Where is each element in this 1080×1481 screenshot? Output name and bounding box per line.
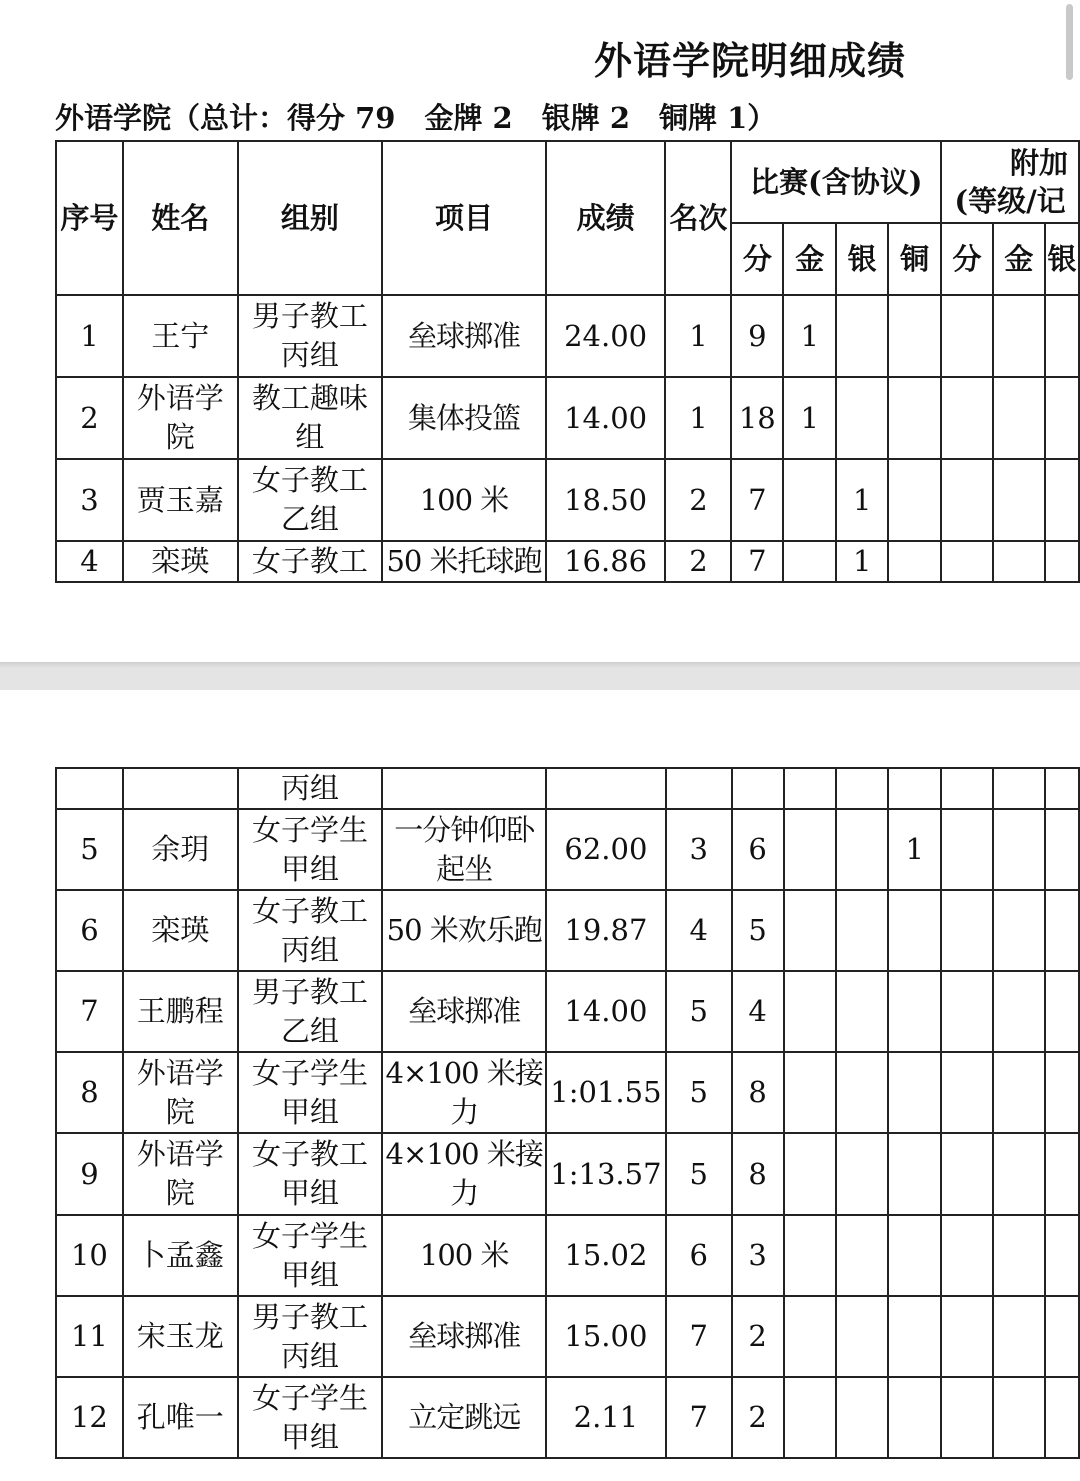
cell-rank: 4 — [666, 890, 732, 971]
cell-seq: 3 — [56, 459, 123, 541]
cell-gold: 1 — [783, 377, 836, 459]
cell-group: 女子学生甲组 — [238, 1377, 383, 1458]
results-table-page-2 — [55, 767, 1080, 1459]
table-row — [56, 971, 1079, 1052]
page-title: 外语学院明细成绩 — [594, 38, 907, 83]
cell-silver — [836, 295, 888, 377]
cell-name: 余玥 — [123, 809, 238, 890]
header-extra — [941, 141, 1079, 223]
cell-bronze — [888, 1052, 941, 1133]
cell-result: 2.11 — [546, 1377, 666, 1458]
cell-bronze — [888, 971, 941, 1052]
header-rank: 名次 — [665, 141, 731, 295]
cell-extra-silver — [1045, 971, 1079, 1052]
cell-extra-points — [941, 1052, 993, 1133]
cell-result: 14.00 — [546, 377, 666, 459]
header-sub-extra-gold: 金 — [993, 223, 1045, 295]
cell-group: 女子学生甲组 — [238, 1052, 383, 1133]
table-row — [56, 1296, 1079, 1377]
cell-points: 7 — [731, 459, 783, 541]
cell-group: 女子教工丙组 — [238, 890, 383, 971]
cell-rank — [666, 768, 732, 809]
header-sub-gold: 金 — [783, 223, 836, 295]
cell-name: 贾玉嘉 — [123, 459, 238, 541]
cell-bronze — [888, 541, 941, 582]
cell-event: 50 米欢乐跑 — [382, 890, 546, 971]
cell-event — [382, 768, 546, 809]
cell-result: 15.00 — [546, 1296, 666, 1377]
cell-silver — [836, 890, 888, 971]
cell-rank: 7 — [666, 1296, 732, 1377]
table-row — [56, 1377, 1079, 1458]
cell-seq: 4 — [56, 541, 123, 582]
cell-name: 卜孟鑫 — [123, 1215, 238, 1296]
cell-extra-gold — [993, 377, 1045, 459]
cell-extra-gold — [993, 768, 1045, 809]
header-event: 项目 — [382, 141, 546, 295]
cell-points: 18 — [731, 377, 783, 459]
cell-extra-points — [941, 459, 993, 541]
cell-extra-silver — [1045, 1377, 1079, 1458]
cell-rank: 5 — [666, 1052, 732, 1133]
table-row — [56, 1133, 1079, 1215]
cell-extra-points — [941, 890, 993, 971]
cell-seq — [56, 768, 123, 809]
cell-group: 男子教工乙组 — [238, 971, 383, 1052]
cell-silver — [836, 377, 888, 459]
scrollbar[interactable] — [1066, 4, 1073, 80]
cell-bronze — [888, 768, 941, 809]
cell-extra-points — [941, 295, 993, 377]
cell-seq: 12 — [56, 1377, 123, 1458]
cell-rank: 2 — [665, 459, 731, 541]
cell-seq: 8 — [56, 1052, 123, 1133]
cell-silver: 1 — [836, 541, 888, 582]
header-sub-extra-points: 分 — [941, 223, 993, 295]
cell-extra-gold — [993, 459, 1045, 541]
cell-extra-gold — [993, 541, 1045, 582]
table-row — [56, 768, 1079, 809]
cell-extra-gold — [993, 1052, 1045, 1133]
cell-group: 女子学生甲组 — [238, 1215, 383, 1296]
cell-extra-points — [941, 377, 993, 459]
cell-extra-silver — [1045, 809, 1079, 890]
cell-name: 外语学院 — [123, 1133, 238, 1215]
cell-extra-gold — [993, 1215, 1045, 1296]
cell-extra-silver — [1045, 1215, 1079, 1296]
cell-extra-points — [941, 1215, 993, 1296]
cell-event: 100 米 — [382, 459, 546, 541]
cell-name: 宋玉龙 — [123, 1296, 238, 1377]
cell-rank: 3 — [666, 809, 732, 890]
cell-extra-gold — [993, 295, 1045, 377]
cell-name: 王鹏程 — [123, 971, 238, 1052]
cell-gold — [784, 768, 837, 809]
cell-result — [546, 768, 666, 809]
cell-extra-silver — [1045, 295, 1079, 377]
cell-points: 2 — [732, 1377, 784, 1458]
cell-gold — [784, 1133, 837, 1215]
cell-points: 8 — [732, 1133, 784, 1215]
cell-extra-points — [941, 971, 993, 1052]
cell-event: 立定跳远 — [382, 1377, 546, 1458]
cell-seq: 10 — [56, 1215, 123, 1296]
cell-gold — [784, 1215, 837, 1296]
cell-gold: 1 — [783, 295, 836, 377]
cell-event: 一分钟仰卧起坐 — [382, 809, 546, 890]
cell-bronze — [888, 890, 941, 971]
cell-group: 女子教工乙组 — [238, 459, 383, 541]
cell-group: 男子教工丙组 — [238, 1296, 383, 1377]
cell-gold — [784, 1052, 837, 1133]
cell-bronze — [888, 1377, 941, 1458]
cell-event: 垒球掷准 — [382, 295, 546, 377]
header-extra-line2: (等级/记 — [954, 184, 1066, 218]
cell-points: 7 — [731, 541, 783, 582]
cell-silver — [836, 1215, 888, 1296]
cell-rank: 7 — [666, 1377, 732, 1458]
cell-bronze: 1 — [888, 809, 941, 890]
cell-result: 16.86 — [546, 541, 666, 582]
cell-extra-silver — [1045, 890, 1079, 971]
cell-group: 女子教工甲组 — [238, 1133, 383, 1215]
cell-event: 集体投篮 — [382, 377, 546, 459]
cell-extra-silver — [1045, 377, 1079, 459]
header-group: 组别 — [238, 141, 383, 295]
table-row — [56, 541, 1079, 582]
cell-result: 18.50 — [546, 459, 666, 541]
cell-bronze — [888, 295, 941, 377]
cell-seq: 11 — [56, 1296, 123, 1377]
table-row — [56, 809, 1079, 890]
table-row — [56, 377, 1079, 459]
cell-silver — [836, 1052, 888, 1133]
cell-points: 6 — [732, 809, 784, 890]
cell-event: 垒球掷准 — [382, 971, 546, 1052]
cell-bronze — [888, 1296, 941, 1377]
cell-result: 1:01.55 — [546, 1052, 666, 1133]
cell-result: 1:13.57 — [546, 1133, 666, 1215]
cell-extra-gold — [993, 1296, 1045, 1377]
cell-rank: 5 — [666, 1133, 732, 1215]
cell-name — [123, 768, 238, 809]
cell-bronze — [888, 459, 941, 541]
header-result: 成绩 — [546, 141, 666, 295]
cell-name: 外语学院 — [123, 1052, 238, 1133]
table-row — [56, 1215, 1079, 1296]
cell-extra-silver — [1045, 541, 1079, 582]
cell-bronze — [888, 1215, 941, 1296]
cell-name: 栾瑛 — [123, 541, 238, 582]
header-sub-bronze: 铜 — [888, 223, 941, 295]
cell-silver — [836, 971, 888, 1052]
header-seq: 序号 — [56, 141, 123, 295]
cell-gold — [783, 541, 836, 582]
cell-silver — [836, 768, 888, 809]
cell-extra-silver — [1045, 1296, 1079, 1377]
page-separator — [0, 662, 1080, 690]
cell-name: 外语学院 — [123, 377, 238, 459]
cell-rank: 2 — [665, 541, 731, 582]
cell-gold — [783, 459, 836, 541]
cell-rank: 1 — [665, 377, 731, 459]
cell-extra-silver — [1045, 768, 1079, 809]
cell-seq: 6 — [56, 890, 123, 971]
cell-gold — [784, 809, 837, 890]
cell-result: 24.00 — [546, 295, 666, 377]
cell-name: 孔唯一 — [123, 1377, 238, 1458]
header-sub-points: 分 — [731, 223, 783, 295]
header-name: 姓名 — [123, 141, 238, 295]
cell-extra-silver — [1045, 1133, 1079, 1215]
cell-rank: 5 — [666, 971, 732, 1052]
cell-event: 4×100 米接力 — [382, 1052, 546, 1133]
header-extra-line1: 附加 — [1010, 146, 1069, 180]
cell-bronze — [888, 377, 941, 459]
cell-points: 4 — [732, 971, 784, 1052]
cell-seq: 7 — [56, 971, 123, 1052]
cell-gold — [784, 1296, 837, 1377]
cell-group: 男子教工丙组 — [238, 295, 383, 377]
table-row — [56, 459, 1079, 541]
cell-silver: 1 — [836, 459, 888, 541]
header-sub-silver: 银 — [836, 223, 888, 295]
page-1-rows — [56, 295, 1079, 582]
table-row — [56, 295, 1079, 377]
cell-extra-gold — [993, 1377, 1045, 1458]
header-sub-extra-silver: 银 — [1045, 223, 1079, 295]
cell-event: 垒球掷准 — [382, 1296, 546, 1377]
cell-gold — [784, 890, 837, 971]
cell-extra-points — [941, 768, 993, 809]
cell-group: 丙组 — [238, 768, 383, 809]
cell-extra-gold — [993, 1133, 1045, 1215]
cell-result: 62.00 — [546, 809, 666, 890]
cell-points: 3 — [732, 1215, 784, 1296]
table-row — [56, 890, 1079, 971]
cell-extra-points — [941, 541, 993, 582]
cell-event: 4×100 米接力 — [382, 1133, 546, 1215]
cell-gold — [784, 971, 837, 1052]
cell-rank: 6 — [666, 1215, 732, 1296]
cell-extra-silver — [1045, 459, 1079, 541]
cell-event: 50 米托球跑 — [382, 541, 546, 582]
cell-gold — [784, 1377, 837, 1458]
cell-silver — [836, 1133, 888, 1215]
cell-extra-silver — [1045, 1052, 1079, 1133]
cell-name: 栾瑛 — [123, 890, 238, 971]
cell-result: 19.87 — [546, 890, 666, 971]
cell-points: 8 — [732, 1052, 784, 1133]
cell-silver — [836, 1377, 888, 1458]
cell-seq: 1 — [56, 295, 123, 377]
cell-extra-gold — [993, 971, 1045, 1052]
header-competition: 比赛(含协议) — [731, 141, 941, 223]
table-row — [56, 1052, 1079, 1133]
cell-points: 2 — [732, 1296, 784, 1377]
cell-seq: 5 — [56, 809, 123, 890]
page-2-rows — [56, 768, 1079, 1458]
results-table-page-1 — [55, 140, 1080, 583]
cell-points — [732, 768, 784, 809]
cell-seq: 9 — [56, 1133, 123, 1215]
cell-extra-points — [941, 1377, 993, 1458]
cell-name: 王宁 — [123, 295, 238, 377]
cell-result: 15.02 — [546, 1215, 666, 1296]
cell-silver — [836, 809, 888, 890]
cell-extra-gold — [993, 809, 1045, 890]
cell-extra-points — [941, 1133, 993, 1215]
cell-points: 9 — [731, 295, 783, 377]
cell-extra-points — [941, 1296, 993, 1377]
cell-event: 100 米 — [382, 1215, 546, 1296]
cell-points: 5 — [732, 890, 784, 971]
cell-group: 教工趣味组 — [238, 377, 383, 459]
cell-result: 14.00 — [546, 971, 666, 1052]
cell-seq: 2 — [56, 377, 123, 459]
cell-bronze — [888, 1133, 941, 1215]
summary-line: 外语学院（总计：得分 79 金牌 2 银牌 2 铜牌 1） — [55, 101, 777, 135]
cell-group: 女子学生甲组 — [238, 809, 383, 890]
cell-group: 女子教工 — [238, 541, 383, 582]
cell-extra-gold — [993, 890, 1045, 971]
cell-silver — [836, 1296, 888, 1377]
cell-extra-points — [941, 809, 993, 890]
cell-rank: 1 — [665, 295, 731, 377]
